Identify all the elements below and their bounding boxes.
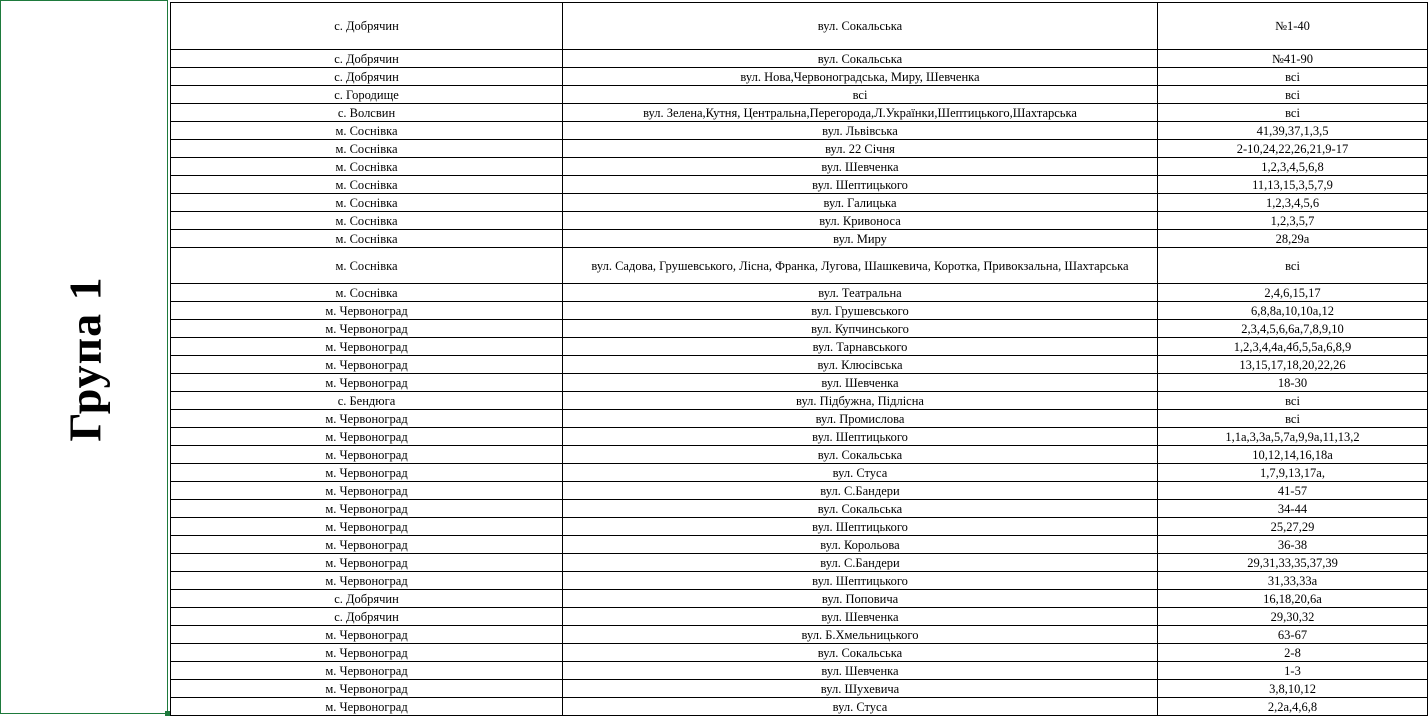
settlement-cell[interactable]: с. Добрячин	[171, 608, 563, 626]
settlement-cell[interactable]: с. Добрячин	[171, 3, 563, 50]
settlement-cell[interactable]: м. Соснівка	[171, 176, 563, 194]
table-row	[171, 104, 1428, 122]
houses-cell[interactable]: 1,2,3,4,5,6,8	[1158, 158, 1428, 176]
houses-cell[interactable]: №41-90	[1158, 50, 1428, 68]
table-row	[171, 590, 1428, 608]
houses-cell[interactable]: всі	[1158, 410, 1428, 428]
settlement-cell[interactable]: м. Червоноград	[171, 320, 563, 338]
settlement-cell[interactable]: м. Соснівка	[171, 122, 563, 140]
street-cell[interactable]: всі	[563, 86, 1158, 104]
settlement-cell[interactable]: м. Соснівка	[171, 194, 563, 212]
table-row	[171, 284, 1428, 302]
street-cell[interactable]: вул. Шептицького	[563, 518, 1158, 536]
settlement-cell[interactable]: с. Городище	[171, 86, 563, 104]
table-row	[171, 320, 1428, 338]
settlement-cell[interactable]: м. Червоноград	[171, 536, 563, 554]
settlement-cell[interactable]: м. Червоноград	[171, 338, 563, 356]
table-row	[171, 428, 1428, 446]
table-row	[171, 680, 1428, 698]
street-cell[interactable]: вул. Зелена,Кутня, Центральна,Перегорода,Л.Українки,Шептицького,Шахтарська	[563, 104, 1158, 122]
table-row	[171, 122, 1428, 140]
settlement-cell[interactable]: м. Червоноград	[171, 464, 563, 482]
table-row	[171, 500, 1428, 518]
table-row	[171, 446, 1428, 464]
settlement-cell[interactable]: м. Соснівка	[171, 230, 563, 248]
group-cell[interactable]	[0, 0, 168, 714]
houses-cell[interactable]: 1,1а,3,3а,5,7а,9,9а,11,13,2	[1158, 428, 1428, 446]
settlement-cell[interactable]: с. Добрячин	[171, 68, 563, 86]
street-cell[interactable]: вул. Сокальська	[563, 50, 1158, 68]
table-row	[171, 338, 1428, 356]
houses-cell[interactable]: всі	[1158, 86, 1428, 104]
street-cell[interactable]: вул. Миру	[563, 230, 1158, 248]
table-row	[171, 662, 1428, 680]
street-cell[interactable]: вул. Сокальська	[563, 3, 1158, 50]
table-row	[171, 50, 1428, 68]
street-cell[interactable]: вул. Тарнавського	[563, 338, 1158, 356]
street-cell[interactable]: вул. Корольова	[563, 536, 1158, 554]
street-cell[interactable]: вул. Садова, Грушевського, Лісна, Франка, Лугова, Шашкевича, Коротка, Привокзальна, Шахтарська	[563, 248, 1158, 284]
houses-cell[interactable]: 31,33,33а	[1158, 572, 1428, 590]
settlement-cell[interactable]: с. Бендюга	[171, 392, 563, 410]
settlement-cell[interactable]: м. Червоноград	[171, 302, 563, 320]
houses-cell[interactable]: 1,2,3,4,4а,4б,5,5а,6,8,9	[1158, 338, 1428, 356]
table-row	[171, 176, 1428, 194]
houses-cell[interactable]: 28,29а	[1158, 230, 1428, 248]
street-cell[interactable]: вул. Шевченка	[563, 608, 1158, 626]
houses-cell[interactable]: 29,30,32	[1158, 608, 1428, 626]
table-row	[171, 626, 1428, 644]
houses-cell[interactable]: №1-40	[1158, 3, 1428, 50]
address-table-body	[171, 3, 1428, 716]
houses-cell[interactable]: 3,8,10,12	[1158, 680, 1428, 698]
table-row	[171, 410, 1428, 428]
street-cell[interactable]: вул. Сокальська	[563, 446, 1158, 464]
street-cell[interactable]: вул. Промислова	[563, 410, 1158, 428]
houses-cell[interactable]: всі	[1158, 68, 1428, 86]
street-cell[interactable]: вул. Шевченка	[563, 662, 1158, 680]
table-row	[171, 392, 1428, 410]
houses-cell[interactable]: 41,39,37,1,3,5	[1158, 122, 1428, 140]
address-table	[170, 2, 1428, 716]
street-cell[interactable]: вул. Сокальська	[563, 644, 1158, 662]
houses-cell[interactable]: 2,4,6,15,17	[1158, 284, 1428, 302]
table-row	[171, 140, 1428, 158]
houses-cell[interactable]: 1,2,3,4,5,6	[1158, 194, 1428, 212]
street-cell[interactable]: вул. Купчинського	[563, 320, 1158, 338]
table-row	[171, 248, 1428, 284]
street-cell[interactable]: вул. Б.Хмельницького	[563, 626, 1158, 644]
settlement-cell[interactable]: м. Червоноград	[171, 572, 563, 590]
houses-cell[interactable]: 1-3	[1158, 662, 1428, 680]
group-label: Група 1	[59, 276, 111, 442]
settlement-cell[interactable]: м. Червоноград	[171, 446, 563, 464]
street-cell[interactable]: вул. Галицька	[563, 194, 1158, 212]
street-cell[interactable]: вул. С.Бандери	[563, 482, 1158, 500]
street-cell[interactable]: вул. Шептицького	[563, 176, 1158, 194]
settlement-cell[interactable]: м. Червоноград	[171, 554, 563, 572]
street-cell[interactable]: вул. Стуса	[563, 698, 1158, 716]
table-row	[171, 158, 1428, 176]
table-row	[171, 356, 1428, 374]
street-cell[interactable]: вул. С.Бандери	[563, 554, 1158, 572]
street-cell[interactable]: вул. Шевченка	[563, 374, 1158, 392]
settlement-cell[interactable]: с. Добрячин	[171, 50, 563, 68]
table-row	[171, 68, 1428, 86]
street-cell[interactable]: вул. 22 Січня	[563, 140, 1158, 158]
street-cell[interactable]: вул. Шевченка	[563, 158, 1158, 176]
table-row	[171, 464, 1428, 482]
settlement-cell[interactable]: м. Червоноград	[171, 662, 563, 680]
table-row	[171, 536, 1428, 554]
table-row	[171, 302, 1428, 320]
houses-cell[interactable]: всі	[1158, 248, 1428, 284]
street-cell[interactable]: вул. Театральна	[563, 284, 1158, 302]
table-row	[171, 212, 1428, 230]
settlement-cell[interactable]: м. Соснівка	[171, 158, 563, 176]
settlement-cell[interactable]: м. Червоноград	[171, 500, 563, 518]
table-row	[171, 482, 1428, 500]
houses-cell[interactable]: 13,15,17,18,20,22,26	[1158, 356, 1428, 374]
settlement-cell[interactable]: м. Червоноград	[171, 644, 563, 662]
houses-cell[interactable]: 11,13,15,3,5,7,9	[1158, 176, 1428, 194]
table-row	[171, 518, 1428, 536]
table-row	[171, 572, 1428, 590]
table-row	[171, 374, 1428, 392]
houses-cell[interactable]: 36-38	[1158, 536, 1428, 554]
settlement-cell[interactable]: м. Червоноград	[171, 680, 563, 698]
settlement-cell[interactable]: м. Соснівка	[171, 212, 563, 230]
street-cell[interactable]: вул. Сокальська	[563, 500, 1158, 518]
settlement-cell[interactable]: м. Червоноград	[171, 626, 563, 644]
street-cell[interactable]: вул. Нова,Червоноградська, Миру, Шевченка	[563, 68, 1158, 86]
settlement-cell[interactable]: с. Волсвин	[171, 104, 563, 122]
table-row	[171, 554, 1428, 572]
houses-cell[interactable]: 29,31,33,35,37,39	[1158, 554, 1428, 572]
houses-cell[interactable]: 2,3,4,5,6,6а,7,8,9,10	[1158, 320, 1428, 338]
settlement-cell[interactable]: м. Соснівка	[171, 284, 563, 302]
houses-cell[interactable]: 63-67	[1158, 626, 1428, 644]
houses-cell[interactable]: 25,27,29	[1158, 518, 1428, 536]
street-cell[interactable]: вул. Клюсівська	[563, 356, 1158, 374]
settlement-cell[interactable]: м. Соснівка	[171, 248, 563, 284]
houses-cell[interactable]: 16,18,20,6а	[1158, 590, 1428, 608]
street-cell[interactable]: вул. Шухевича	[563, 680, 1158, 698]
houses-cell[interactable]: 41-57	[1158, 482, 1428, 500]
houses-cell[interactable]: 2-8	[1158, 644, 1428, 662]
street-cell[interactable]: вул. Львівська	[563, 122, 1158, 140]
street-cell[interactable]: вул. Поповича	[563, 590, 1158, 608]
table-row	[171, 194, 1428, 212]
settlement-cell[interactable]: м. Соснівка	[171, 140, 563, 158]
table-row	[171, 3, 1428, 50]
settlement-cell[interactable]: м. Червоноград	[171, 410, 563, 428]
settlement-cell[interactable]: м. Червоноград	[171, 482, 563, 500]
table-row	[171, 698, 1428, 716]
street-cell[interactable]: вул. Стуса	[563, 464, 1158, 482]
settlement-cell[interactable]: м. Червоноград	[171, 698, 563, 716]
houses-cell[interactable]: 2,2а,4,6,8	[1158, 698, 1428, 716]
table-row	[171, 644, 1428, 662]
settlement-cell[interactable]: м. Червоноград	[171, 428, 563, 446]
houses-cell[interactable]: 6,8,8а,10,10а,12	[1158, 302, 1428, 320]
table-row	[171, 608, 1428, 626]
houses-cell[interactable]: 2-10,24,22,26,21,9-17	[1158, 140, 1428, 158]
houses-cell[interactable]: 18-30	[1158, 374, 1428, 392]
houses-cell[interactable]: 34-44	[1158, 500, 1428, 518]
street-cell[interactable]: вул. Кривоноса	[563, 212, 1158, 230]
street-cell[interactable]: вул. Шептицького	[563, 428, 1158, 446]
houses-cell[interactable]: 1,7,9,13,17а,	[1158, 464, 1428, 482]
houses-cell[interactable]: всі	[1158, 104, 1428, 122]
settlement-cell[interactable]: с. Добрячин	[171, 590, 563, 608]
street-cell[interactable]: вул. Шептицького	[563, 572, 1158, 590]
houses-cell[interactable]: всі	[1158, 392, 1428, 410]
street-cell[interactable]: вул. Підбужна, Підлісна	[563, 392, 1158, 410]
houses-cell[interactable]: 1,2,3,5,7	[1158, 212, 1428, 230]
street-cell[interactable]: вул. Грушевського	[563, 302, 1158, 320]
houses-cell[interactable]: 10,12,14,16,18а	[1158, 446, 1428, 464]
settlement-cell[interactable]: м. Червоноград	[171, 518, 563, 536]
settlement-cell[interactable]: м. Червоноград	[171, 374, 563, 392]
settlement-cell[interactable]: м. Червоноград	[171, 356, 563, 374]
table-row	[171, 230, 1428, 248]
table-row	[171, 86, 1428, 104]
